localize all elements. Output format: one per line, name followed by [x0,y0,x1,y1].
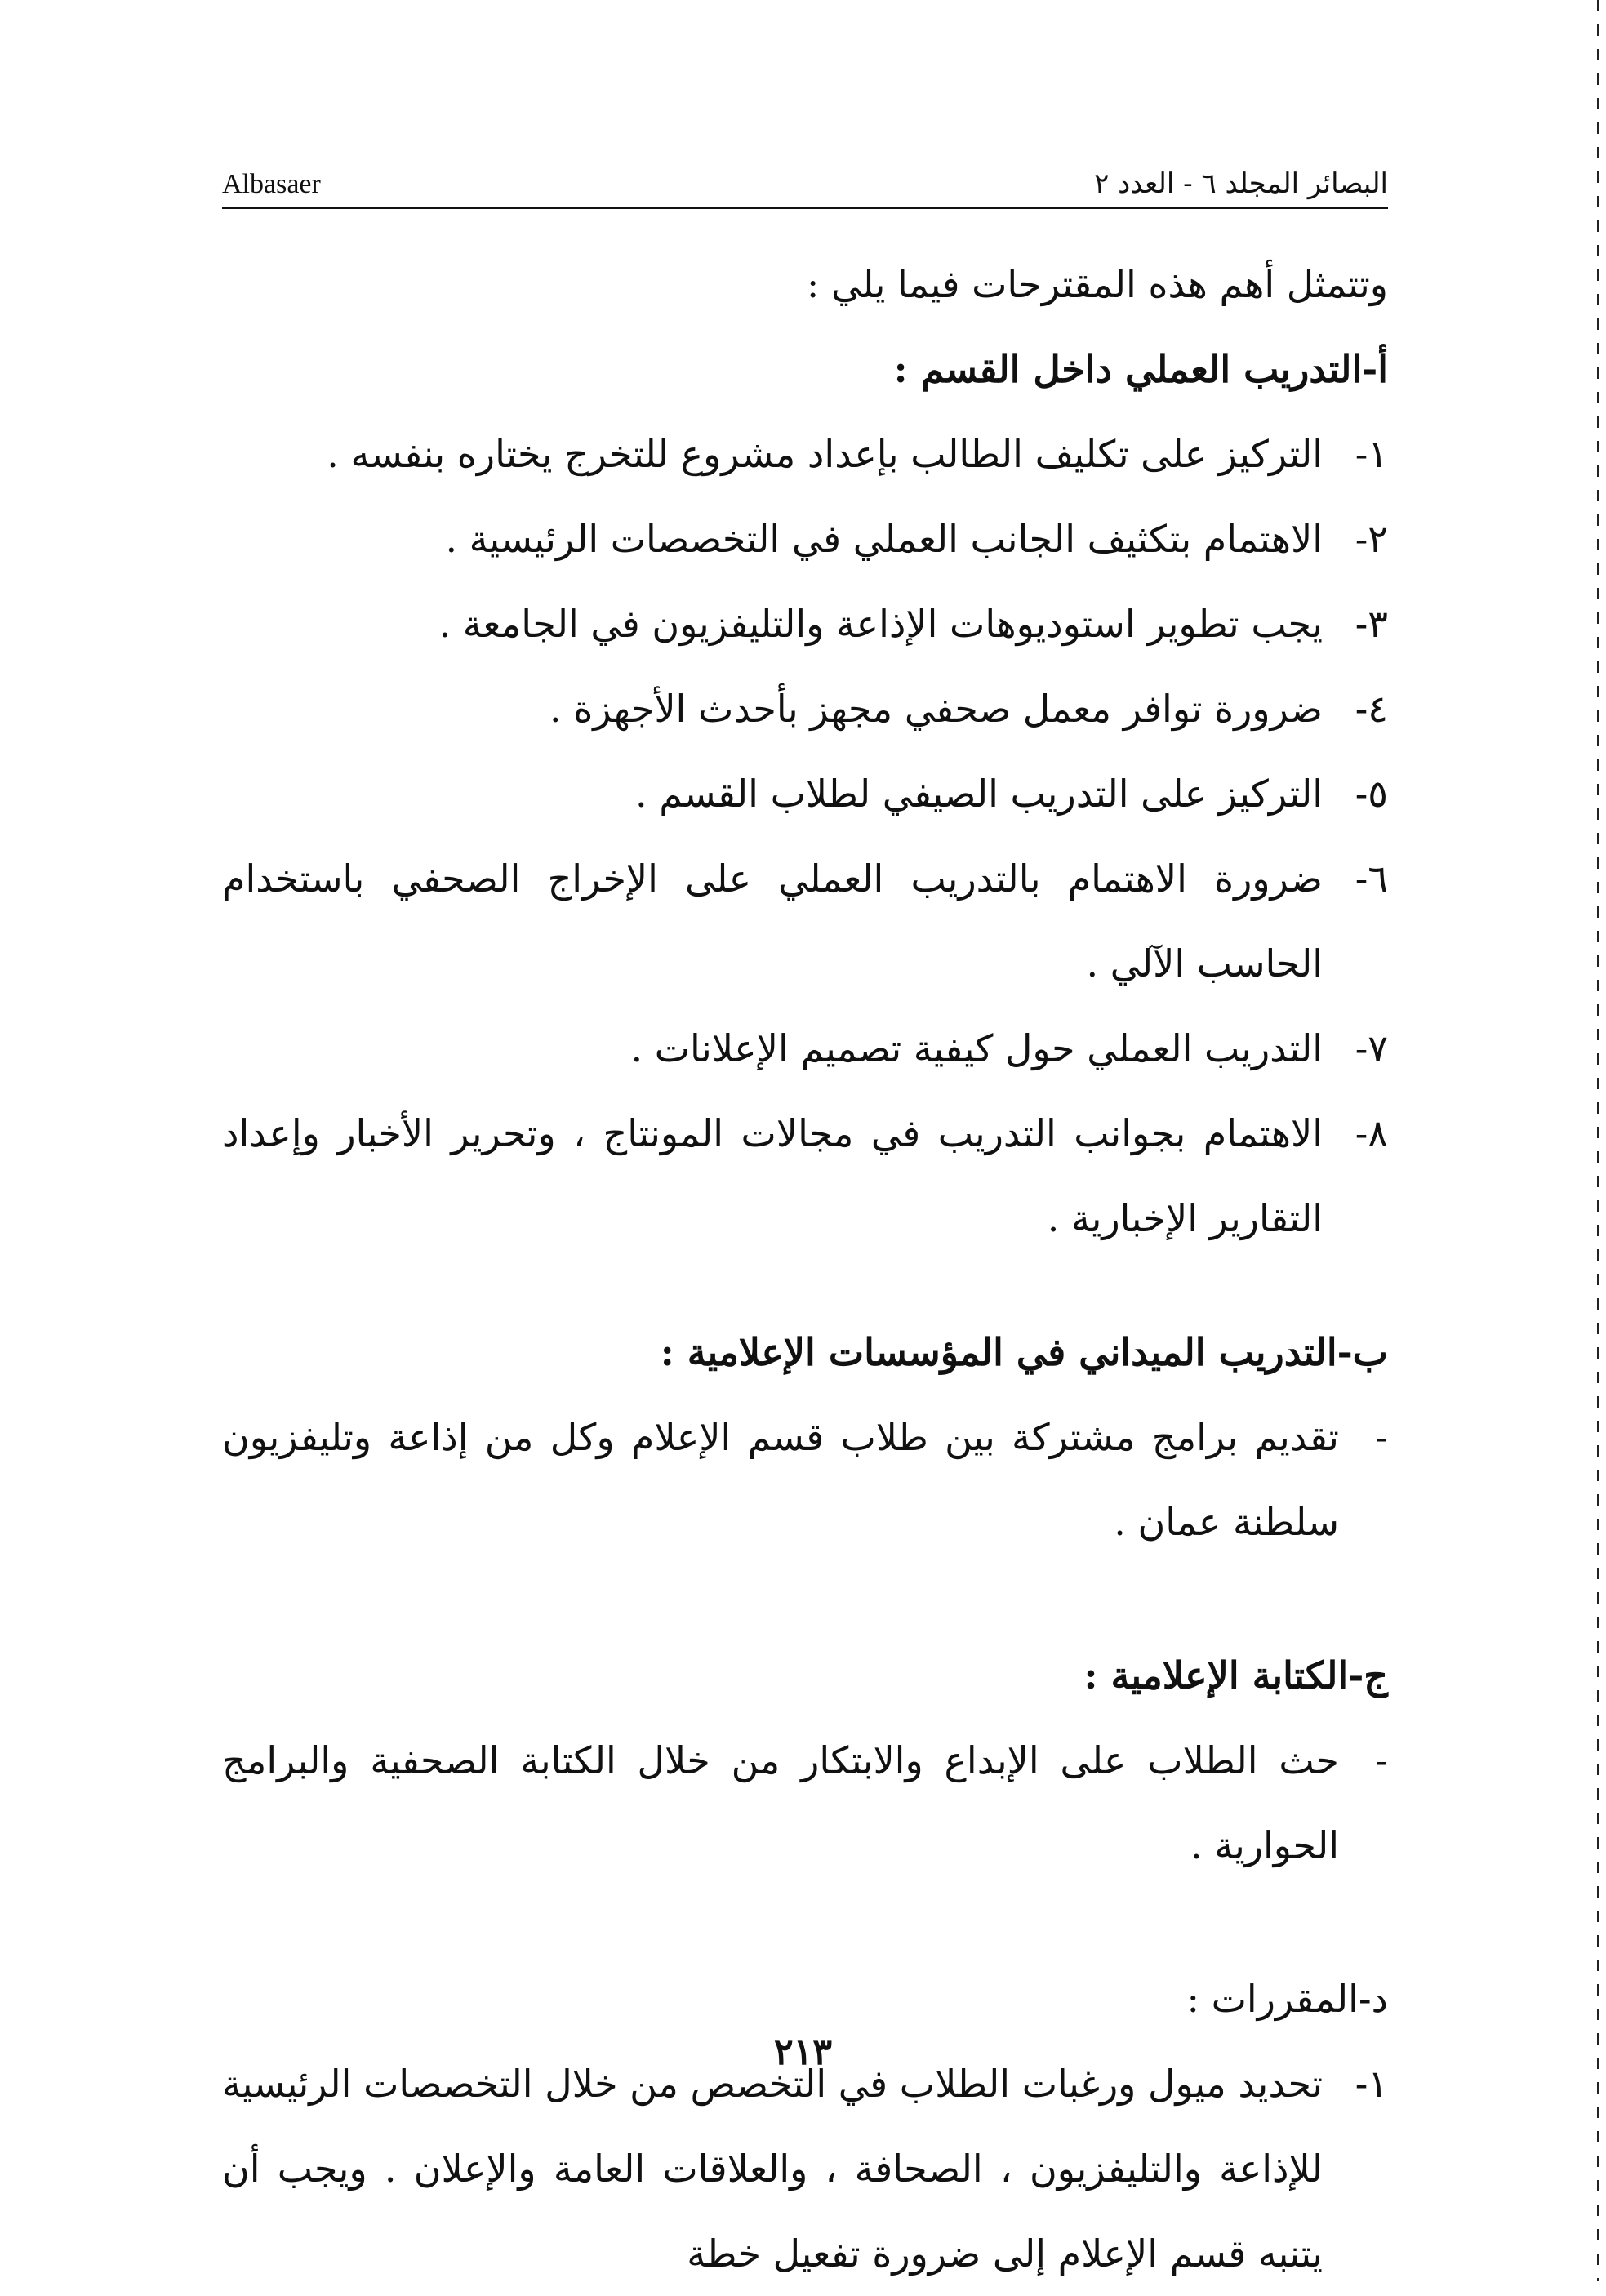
item-number: ٢- [1355,517,1388,561]
item-text: تقديم برامج مشتركة بين طلاب قسم الإعلام وكل من إذاعة وتليفزيون سلطنة عمان . [222,1415,1339,1544]
item-text: ضرورة توافر معمل صحفي مجهز بأحدث الأجهزة . [549,687,1323,731]
list-item [222,836,1388,1006]
item-text: الاهتمام بجوانب التدريب في مجالات المونتاج ، وتحرير الأخبار وإعداد التقارير الإخبارية . [222,1111,1323,1240]
list-item [222,1395,1388,1564]
list-item [222,496,1388,581]
item-text: ضرورة الاهتمام بالتدريب العملي على الإخراج الصحفي باستخدام الحاسب الآلي . [222,857,1323,986]
list-item [222,666,1388,751]
intro-line: وتتمثل أهم هذه المقترحات فيما يلي : [806,262,1388,306]
journal-name-ar: البصائر المجلد ٦ - العدد ٢ [1094,167,1388,200]
list-item [222,1718,1388,1888]
item-number: ٥- [1355,772,1388,816]
list-item [222,412,1388,496]
item-text: حث الطلاب على الإبداع والابتكار من خلال الكتابة الصحفية والبرامج الحوارية . [222,1738,1339,1867]
item-number: ٦- [1355,857,1388,901]
page-number: ٢١٣ [774,2031,832,2073]
item-number: ٣- [1355,602,1388,646]
item-text: تحديد ميول ورغبات الطلاب في التخصص من خلال التخصصات الرئيسية للإذاعة والتليفزيون ، الصحافة ، والعلاقات العامة والإعلان . ويجب أن يتنبه قسم الإعلام إلى ضرورة تفعيل خطة [222,2062,1323,2276]
running-header [222,160,1388,209]
section-c-title: ج-الكتابة الإعلامية : [1083,1653,1388,1698]
list-item [222,1006,1388,1091]
item-number: ٤- [1355,687,1388,731]
item-text: التركيز على التدريب الصيفي لطلاب القسم . [635,772,1323,816]
item-text: التدريب العملي حول كيفية تصميم الإعلانات . [630,1026,1323,1070]
section-b-title: ب-التدريب الميداني في المؤسسات الإعلامية : [660,1330,1388,1374]
item-text: الاهتمام بتكثيف الجانب العملي في التخصصات الرئيسية . [445,517,1323,561]
list-item [222,1091,1388,1261]
item-number: ١- [1355,432,1388,476]
bullet-dash: - [1375,1415,1388,1459]
item-number: ١- [1355,2062,1388,2106]
list-item [222,2041,1388,2296]
page-body [222,242,1388,2296]
scan-edge-mark [1597,0,1599,2281]
list-item [222,581,1388,666]
item-number: ٧- [1355,1026,1388,1070]
item-text: التركيز على تكليف الطالب بإعداد مشروع للتخرج يختاره بنفسه . [327,432,1323,476]
section-d-title: د-المقررات : [1186,1977,1388,2021]
journal-name-en: Albasaer [222,169,321,199]
list-item [222,751,1388,836]
bullet-dash: - [1375,1738,1388,1782]
section-a-title: أ-التدريب العملي داخل القسم : [893,347,1388,391]
item-number: ٨- [1355,1111,1388,1155]
item-text: يجب تطوير استوديوهات الإذاعة والتليفزيون في الجامعة . [438,602,1323,646]
